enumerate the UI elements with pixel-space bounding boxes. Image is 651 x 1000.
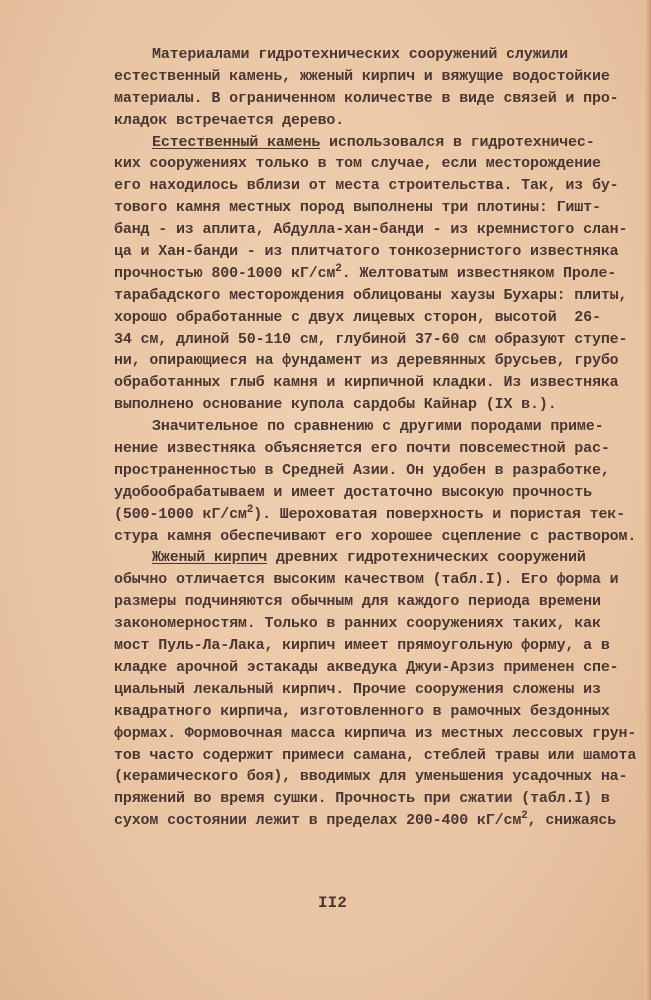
text-segment: Материалами гидротехнических сооружений служили bbox=[152, 46, 569, 63]
text-line bbox=[114, 219, 634, 241]
text-segment: стура камня обеспечивают его хорошее сцепление с раствором. bbox=[114, 527, 637, 545]
text-segment: ни, опирающиеся на фундамент из деревянных брусьев, грубо bbox=[114, 352, 619, 370]
text-segment: 34 см, длиной 50-110 см, глубиной 37-60 см образуют ступе- bbox=[114, 330, 628, 348]
text-line bbox=[114, 88, 634, 110]
text-segment: прочностью 800-1000 кГ/см bbox=[114, 264, 336, 282]
text-line bbox=[114, 153, 634, 175]
text-line bbox=[114, 66, 634, 88]
underlined-term: Естественный камень bbox=[152, 133, 321, 151]
text-line bbox=[114, 285, 634, 307]
text-line bbox=[114, 460, 634, 482]
text-line bbox=[114, 175, 634, 197]
text-line bbox=[114, 657, 634, 679]
text-line bbox=[114, 44, 634, 66]
superscript: 2 bbox=[521, 810, 528, 823]
text-segment: обычно отличается высоким качеством (табл.I). Его форма и bbox=[114, 571, 619, 589]
text-segment: естественный камень, жженый кирпич и вяжущие водостойкие bbox=[114, 67, 610, 85]
text-line bbox=[114, 526, 637, 548]
text-segment: квадратного кирпича, изготовленного в рамочных бездонных bbox=[114, 702, 610, 720]
text-line bbox=[114, 810, 634, 832]
text-segment: кладке арочной эстакады акведука Джуи-Арзиз применен спе- bbox=[114, 658, 619, 676]
text-line bbox=[114, 569, 634, 591]
text-line bbox=[114, 263, 634, 285]
text-line bbox=[114, 745, 637, 767]
text-segment: использовался в гидротехничес- bbox=[320, 133, 595, 151]
text-line bbox=[114, 613, 634, 635]
text-segment: нение известняка объясняется его почти повсеместной рас- bbox=[114, 440, 610, 458]
text-line bbox=[114, 394, 634, 416]
text-line bbox=[114, 504, 634, 526]
text-segment: тарабадского месторождения облицованы хаузы Бухары: плиты, bbox=[114, 286, 628, 304]
text-segment: мост Пуль-Ла-Лака, кирпич имеет прямоугольную форму, а в bbox=[114, 637, 610, 655]
superscript: 2 bbox=[246, 503, 254, 516]
text-segment: древних гидротехнических сооружений bbox=[267, 549, 586, 567]
text-line bbox=[114, 132, 634, 154]
text-segment: , снижаясь bbox=[527, 812, 617, 830]
text-segment: ких сооружениях только в том случае, если месторождение bbox=[114, 155, 601, 173]
text-line bbox=[114, 701, 634, 723]
text-line bbox=[114, 766, 634, 788]
text-segment: обработанных глыб камня и кирпичной кладки. Из известняка bbox=[114, 374, 619, 392]
text-line bbox=[114, 591, 634, 613]
text-segment: пряжений во время сушки. Прочность при сжатии (табл.I) в bbox=[114, 790, 610, 808]
superscript: 2 bbox=[335, 262, 342, 275]
text-line bbox=[114, 635, 634, 657]
text-segment: материалы. В ограниченном количестве в виде связей и про- bbox=[114, 89, 619, 107]
text-line bbox=[114, 372, 634, 394]
text-line bbox=[114, 482, 634, 504]
body-text bbox=[114, 44, 637, 832]
text-line bbox=[114, 307, 634, 329]
text-segment: (500-1000 кГ/см bbox=[114, 505, 247, 523]
text-line bbox=[114, 438, 634, 460]
page-number: II2 bbox=[318, 894, 347, 912]
text-segment: банд - из аплита, Абдулла-хан-банди - из кремнистого слан- bbox=[114, 221, 628, 239]
text-line bbox=[114, 110, 634, 132]
text-line bbox=[114, 679, 634, 701]
page-edge-shadow bbox=[645, 0, 651, 1000]
text-segment: его находилось вблизи от места строительства. Так, из бу- bbox=[114, 177, 619, 195]
text-segment: тового камня местных пород выполнены три плотины: Гишт- bbox=[114, 199, 601, 217]
text-line bbox=[114, 547, 634, 569]
text-segment: выполнено основание купола сардобы Кайнар (IX в.). bbox=[114, 396, 557, 414]
text-line bbox=[114, 416, 634, 438]
text-segment: ). Шероховатая поверхность и пористая тек- bbox=[253, 505, 625, 523]
text-segment: удобообрабатываем и имеет достаточно высокую прочность bbox=[114, 483, 592, 501]
text-line bbox=[114, 350, 634, 372]
text-segment: сухом состоянии лежит в пределах 200-400 кГ/см bbox=[114, 812, 522, 830]
text-line bbox=[114, 197, 634, 219]
text-segment: ца и Хан-банди - из плитчатого тонкозернистого известняка bbox=[114, 243, 619, 261]
text-segment: (керамического боя), вводимых для уменьшения усадочных на- bbox=[114, 768, 628, 786]
text-segment: хорошо обработанные с двух лицевых сторон, высотой 26- bbox=[114, 308, 601, 326]
text-line bbox=[114, 723, 637, 745]
underlined-term: Жженый кирпич bbox=[152, 549, 268, 567]
text-segment: размеры подчиняются обычным для каждого периода времени bbox=[114, 593, 601, 611]
text-segment: . Желтоватым известняком Проле- bbox=[341, 264, 617, 282]
text-segment: формах. Формовочная масса кирпича из местных лессовых грун- bbox=[114, 724, 637, 742]
text-line bbox=[114, 329, 634, 351]
text-segment: кладок встречается дерево. bbox=[114, 111, 345, 129]
text-segment: Значительное по сравнению с другими породами приме- bbox=[152, 418, 604, 436]
text-segment: тов часто содержит примеси самана, стеблей травы или шамота bbox=[114, 746, 637, 764]
text-segment: циальный лекальный кирпич. Прочие сооружения сложены из bbox=[114, 680, 601, 698]
text-line bbox=[114, 788, 634, 810]
text-segment: закономерностям. Только в ранних сооружениях таких, как bbox=[114, 615, 601, 633]
text-line bbox=[114, 241, 634, 263]
text-segment: пространенностью в Средней Азии. Он удобен в разработке, bbox=[114, 461, 610, 479]
